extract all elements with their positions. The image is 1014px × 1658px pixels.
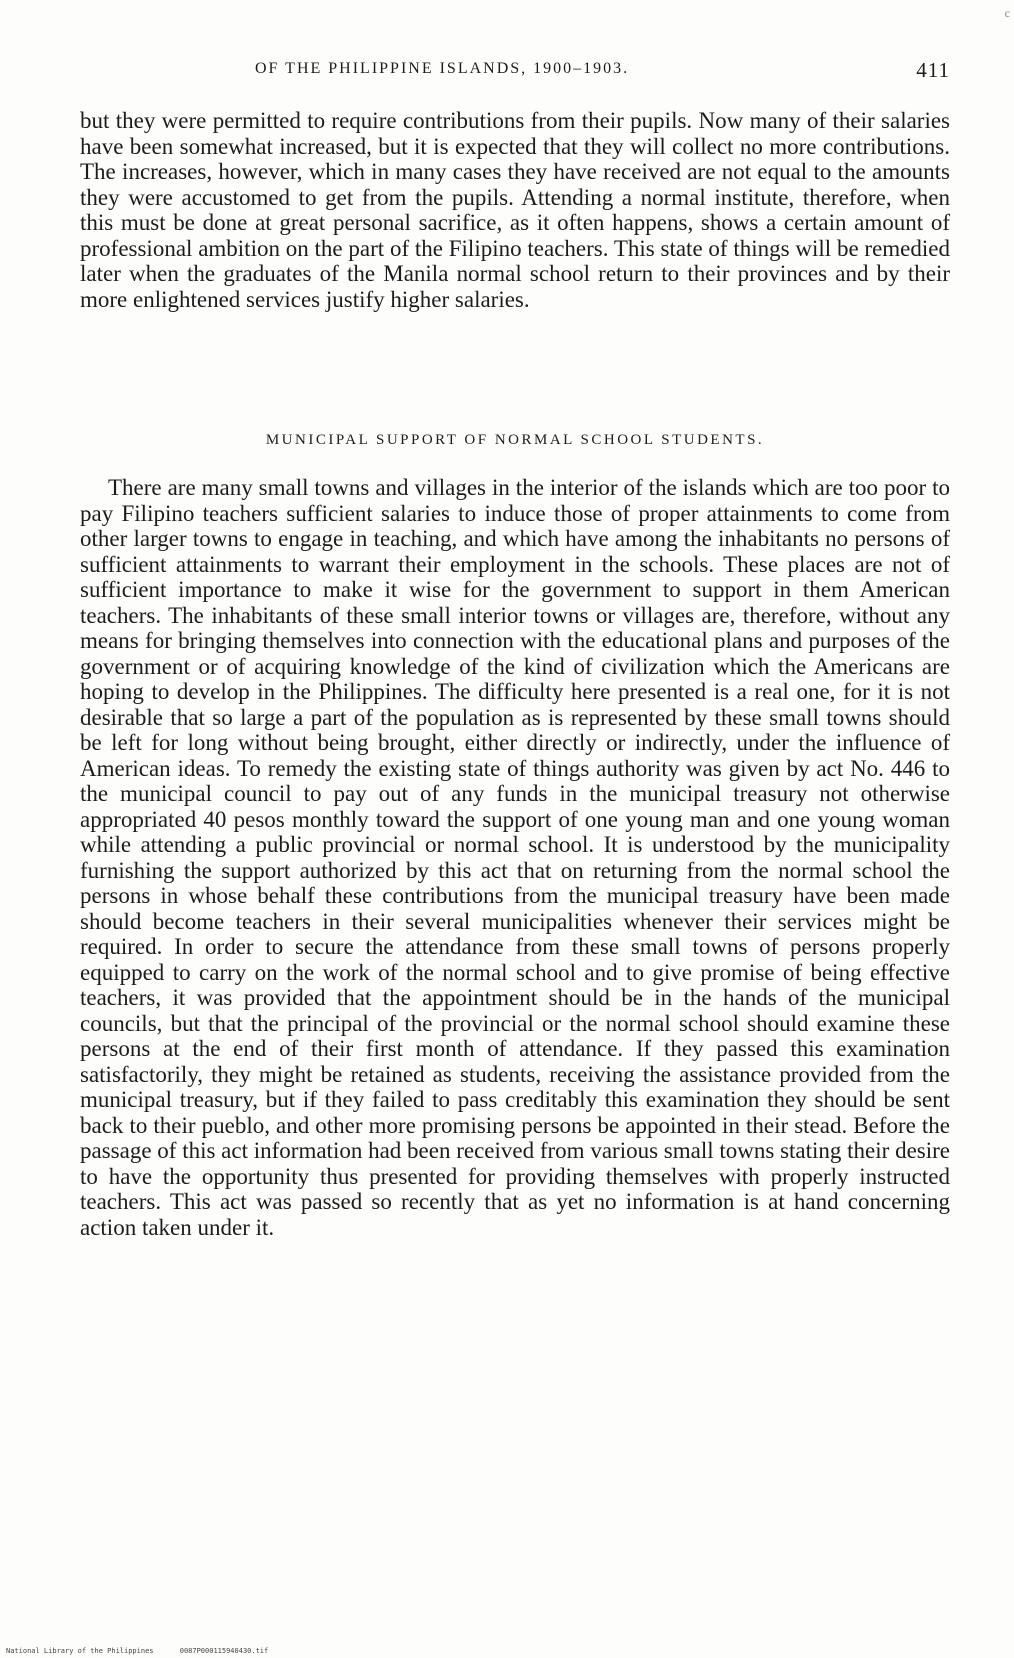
paragraph-continuation: but they were permitted to require contributions from their pupils. Now many of their salaries have been somewhat increased, but it is expected that they will collect no more contributions. The increases, however, which in many cases they have received are not equal to the amounts they were accustomed to get from the pupils. Attending a normal institute, therefore, when this must be done at great personal sacrifice, as it often happens, shows a certain amount of professional ambition on the part of the Filipino teachers. This state of things will be remedied later when the graduates of the Manila normal school return to their provinces and by their more enlightened services justify higher salaries.: [80, 108, 950, 312]
scan-footer: [6, 1647, 268, 1655]
section-heading: MUNICIPAL SUPPORT OF NORMAL SCHOOL STUDENTS.: [265, 432, 765, 448]
paragraph-municipal-support: There are many small towns and villages in the interior of the islands which are too poor to pay Filipino teachers sufficient salaries to induce those of proper attainments to come from other larger towns to engage in teaching, and which have among the inhabitants no persons of sufficient attainments to warrant their employment in the schools. These places are not of sufficient importance to make it wise for the government to support in them American teachers. The inhabitants of these small interior towns or villages are, therefore, without any means for bringing themselves into connection with the educational plans and purposes of the government or of acquiring knowledge of the kind of civilization which the Americans are hoping to develop in the Philippines. The difficulty here presented is a real one, for it is not desirable that so large a part of the population as is represented by these small towns should be left for long without being brought, either directly or indirectly, under the influence of American ideas. To remedy the existing state of things authority was given by act No. 446 to the municipal council to pay out of any funds in the municipal treasury not otherwise appropriated 40 pesos monthly toward the support of one young man and one young woman while attending a public provincial or normal school. It is understood by the municipality furnishing the support authorized by this act that on returning from the normal school the persons in whose behalf these contributions from the municipal treasury have been made should become teachers in their several municipalities whenever their services might be required. In order to secure the attendance from these small towns of persons properly equipped to carry on the work of the normal school and to give promise of being effective teachers, it was provided that the appointment should be in the hands of the municipal councils, but that the principal of the provincial or the normal school should examine these persons at the end of their first month of attendance. If they passed this examination satisfactorily, they might be retained as students, receiving the assistance provided from the municipal treasury, but if they failed to pass creditably this examination they should be sent back to their pueblo, and other more promising persons be appointed in their stead. Before the passage of this act information had been received from various small towns stating their desire to have the opportunity thus presented for providing themselves with properly instructed teachers. This act was passed so recently that as yet no information is at hand concerning action taken under it.: [80, 475, 950, 1240]
running-title: OF THE PHILIPPINE ISLANDS, 1900–1903.: [255, 60, 630, 77]
running-head: [80, 60, 950, 90]
footer-file-id: 0087P000115940430.tif: [179, 1647, 269, 1655]
scan-artifact-mark: c: [1004, 6, 1010, 20]
page-number: 411: [916, 58, 950, 82]
footer-library: National Library of the Philippines: [6, 1647, 154, 1655]
